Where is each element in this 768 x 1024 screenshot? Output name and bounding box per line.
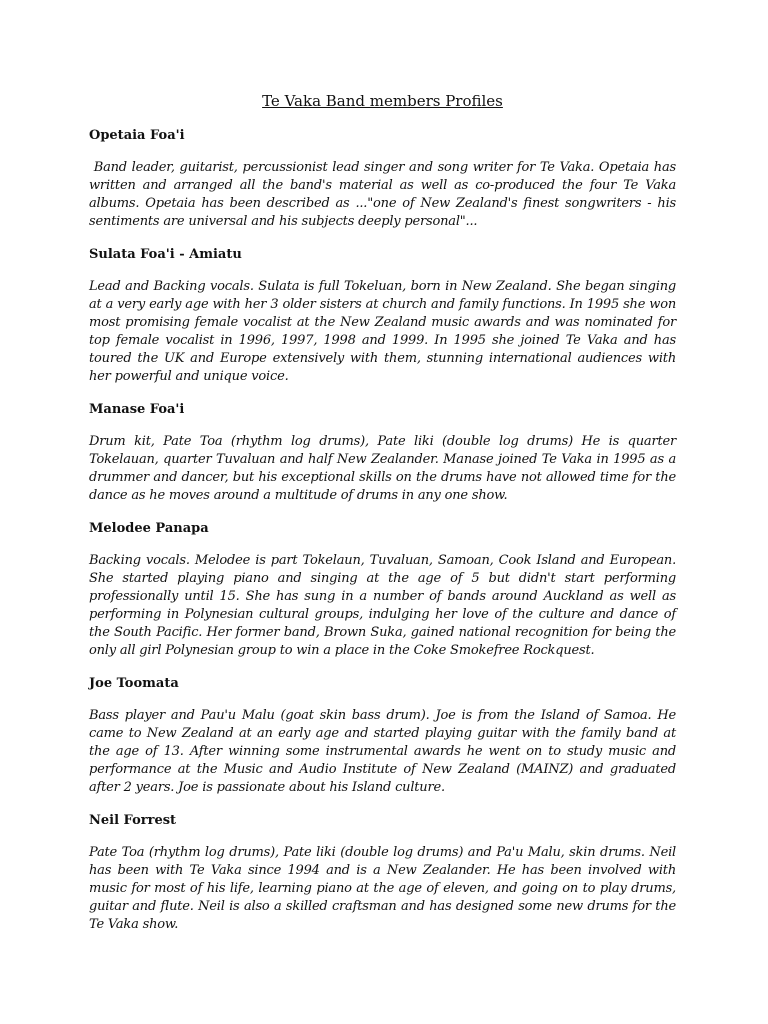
member-name: Manase Foa'i xyxy=(89,402,185,417)
member-profile-opetaia xyxy=(89,127,680,231)
member-bio: Backing vocals. Melodee is part Tokelaun, Tuvaluan, Samoan, Cook Island and European. She started playing piano and singing at the age of 5 but didn't start performing professionally until 15. She has sung in a number of bands around Auckland as well as performing in Polynesian cultural groups, indulging her love of the culture and dance of the South Pacific. Her former band, Brown Suka, gained national recognition for being the only all girl Polynesian group to win a place in the Coke Smokefree Rockquest. xyxy=(89,553,676,658)
document-page xyxy=(89,92,680,949)
member-profile-neil xyxy=(89,812,676,934)
member-bio: Bass player and Pau'u Malu (goat skin bass drum). Joe is from the Island of Samoa. He came to New Zealand at an early age and started playing guitar with the family band at the age of 13. After winning some instrumental awards he went on to study music and performance at the Music and Audio Institute of New Zealand (MAINZ) and graduated after 2 years. Joe is passionate about his Island culture. xyxy=(89,708,676,795)
member-bio: Drum kit, Pate Toa (rhythm log drums), Pate liki (double log drums) He is quarter Tokelauan, quarter Tuvaluan and half New Zealander. Manase joined Te Vaka in 1995 as a drummer and dancer, but his exceptional skills on the drums have not allowed time for the dance as he moves around a multitude of drums in any one show. xyxy=(89,434,676,503)
member-name: Sulata Foa'i - Amiatu xyxy=(89,247,242,262)
member-profile-melodee xyxy=(89,520,676,660)
member-name: Joe Toomata xyxy=(89,676,179,691)
member-name: Neil Forrest xyxy=(89,813,177,828)
member-bio: Band leader, guitarist, percussionist lead singer and song writer for Te Vaka. Opetaia has written and arranged all the band's material as well as co-produced the four Te Vaka albums. Opetaia has been described as ..."one of New Zealand's finest songwriters - his sentiments are universal and his subjects deeply personal"... xyxy=(89,160,680,229)
member-profile-sulata xyxy=(89,246,676,386)
member-profile-joe xyxy=(89,675,676,797)
member-bio: Pate Toa (rhythm log drums), Pate liki (double log drums) and Pa'u Malu, skin drums. Neil has been with Te Vaka since 1994 and is a New Zealander. He has been involved with music for most of his life, learning piano at the age of eleven, and going on to play drums, guitar and flute. Neil is also a skilled craftsman and has designed some new drums for the Te Vaka show. xyxy=(89,845,676,932)
member-name: Melodee Panapa xyxy=(89,521,209,536)
member-name: Opetaia Foa'i xyxy=(89,128,185,143)
document-title: Te Vaka Band members Profiles xyxy=(262,92,503,110)
member-profile-manase xyxy=(89,401,676,505)
member-bio: Lead and Backing vocals. Sulata is full Tokeluan, born in New Zealand. She began singing at a very early age with her 3 older sisters at church and family functions. In 1995 she won most promising female vocalist at the New Zealand music awards and was nominated for top female vocalist in 1996, 1997, 1998 and 1999. In 1995 she joined Te Vaka and has toured the UK and Europe extensively with them, stunning international audiences with her powerful and unique voice. xyxy=(89,279,676,384)
